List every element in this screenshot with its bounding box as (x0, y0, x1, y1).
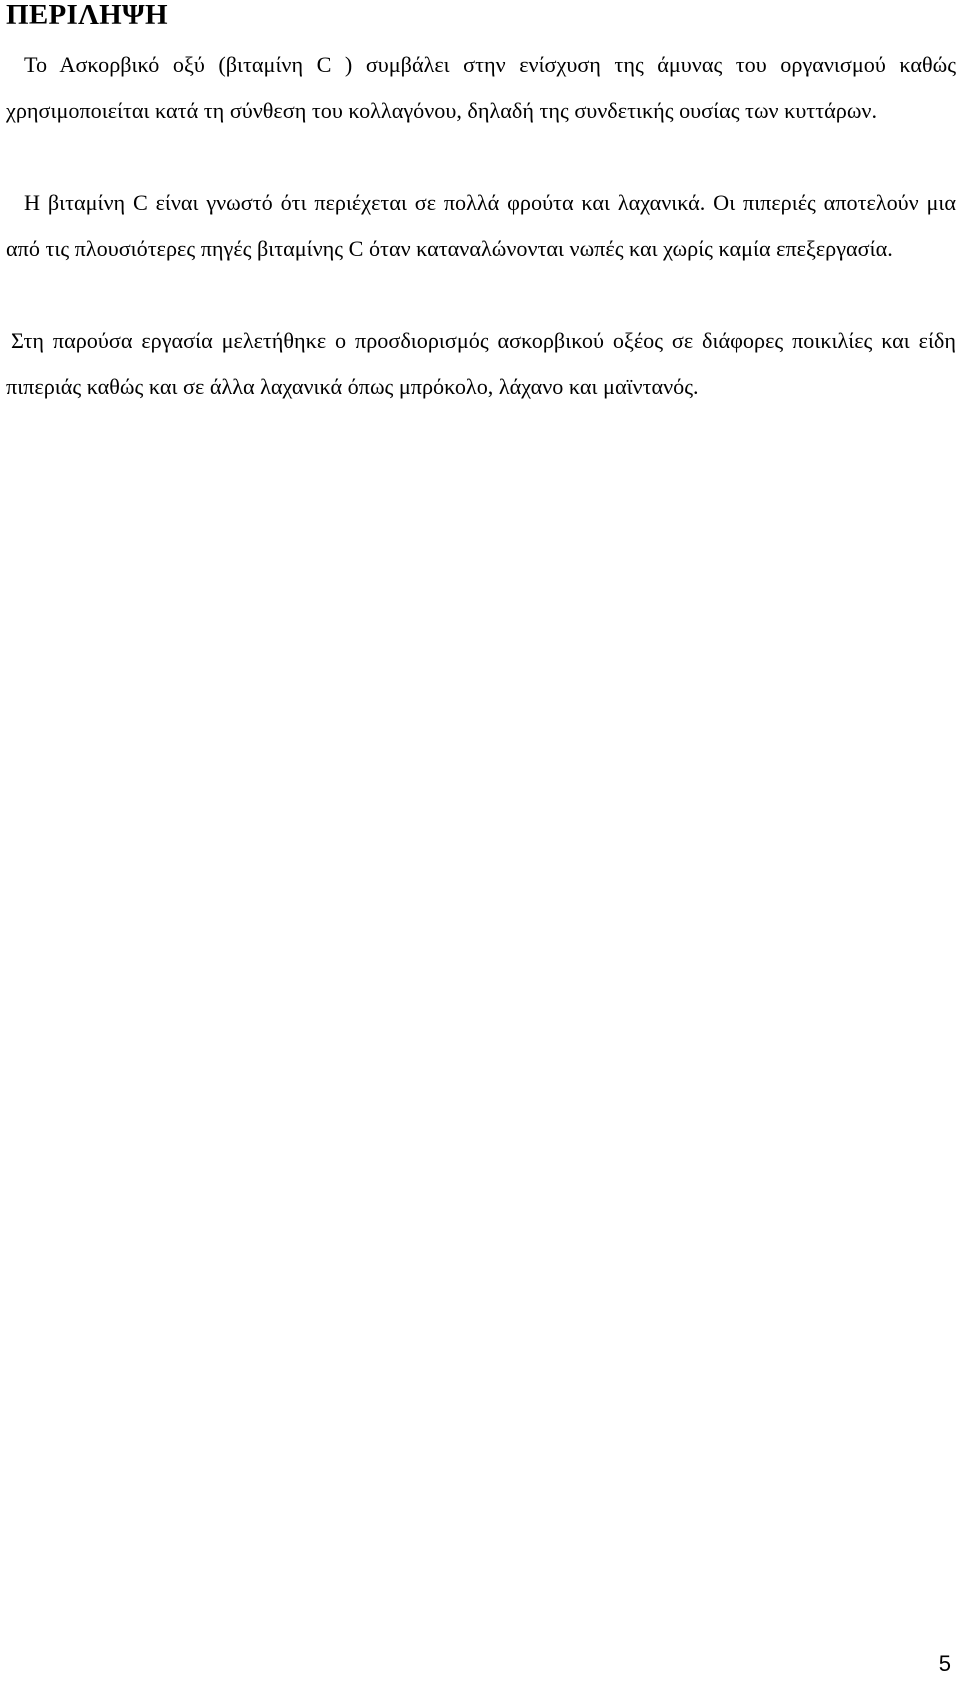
paragraph-1: Το Ασκορβικό οξύ (βιταμίνη C ) συμβάλει στην ενίσχυση της άμυνας του οργανισμού καθώς χρησιμοποιείται κατά τη σύνθεση του κολλαγόνου, δηλαδή της συνδετικής ουσίας των κυττάρων. (6, 52, 956, 123)
paragraph-3: Στη παρούσα εργασία μελετήθηκε ο προσδιορισμός ασκορβικού οξέος σε διάφορες ποικιλίες και είδη πιπεριάς καθώς και σε άλλα λαχανικά όπως μπρόκολο, λάχανο και μαϊντανός. (6, 328, 956, 399)
paragraph-2: Η βιταμίνη C είναι γνωστό ότι περιέχεται σε πολλά φρούτα και λαχανικά. Οι πιπεριές αποτελούν μια από τις πλουσιότερες πηγές βιταμίνης C όταν καταναλώνονται νωπές και χωρίς καμία επεξεργασία. (6, 190, 956, 261)
paragraph-3-container (6, 318, 956, 410)
paragraph-1-container (6, 42, 956, 134)
page-number: 5 (938, 1651, 951, 1676)
paragraph-2-container (6, 180, 956, 272)
page-title: ΠΕΡΙΛΗΨΗ (6, 0, 168, 31)
